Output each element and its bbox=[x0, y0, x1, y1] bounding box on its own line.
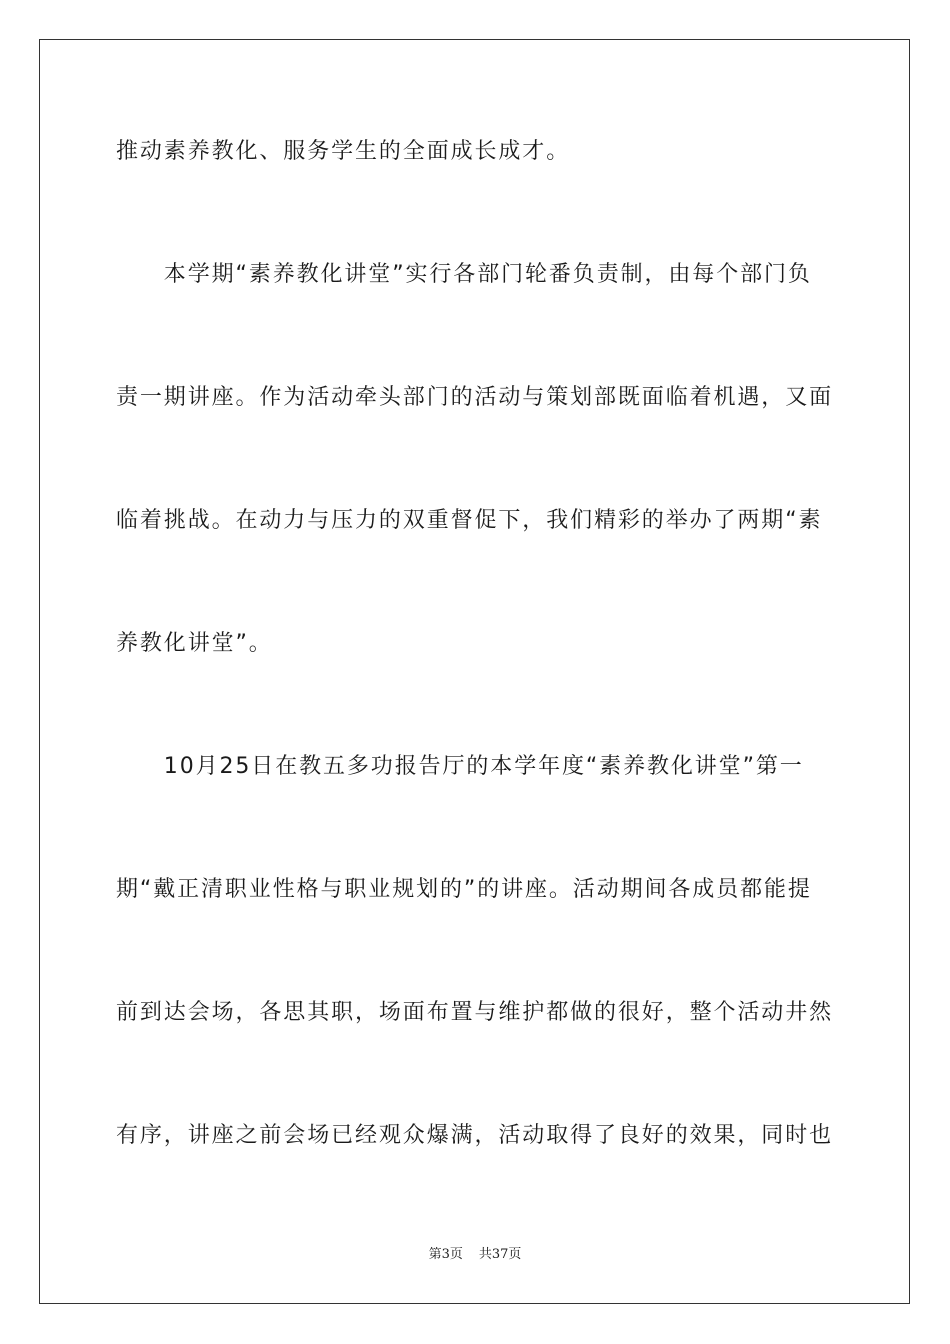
page-border bbox=[39, 39, 910, 1304]
text-line: 10月25日在教五多功报告厅的本学年度“素养教化讲堂”第一 bbox=[116, 754, 804, 779]
text-line: 前到达会场，各思其职，场面布置与维护都做的很好，整个活动井然 bbox=[116, 1000, 834, 1025]
page-footer bbox=[0, 1246, 950, 1264]
text-line: 推动素养教化、服务学生的全面成长成才。 bbox=[116, 139, 571, 164]
text-line: 责一期讲座。作为活动牵头部门的活动与策划部既面临着机遇，又面 bbox=[116, 385, 834, 410]
page-number: 第3页 bbox=[428, 1247, 463, 1262]
text-line: 有序，讲座之前会场已经观众爆满，活动取得了良好的效果，同时也 bbox=[116, 1123, 834, 1148]
total-pages: 共37页 bbox=[478, 1247, 522, 1262]
text-line: 养教化讲堂”。 bbox=[116, 631, 273, 656]
text-line: 临着挑战。在动力与压力的双重督促下，我们精彩的举办了两期“素 bbox=[116, 508, 823, 533]
text-line: 期“戴正清职业性格与职业规划的”的讲座。活动期间各成员都能提 bbox=[116, 877, 812, 902]
text-line: 本学期“素养教化讲堂”实行各部门轮番负责制，由每个部门负 bbox=[116, 262, 812, 287]
